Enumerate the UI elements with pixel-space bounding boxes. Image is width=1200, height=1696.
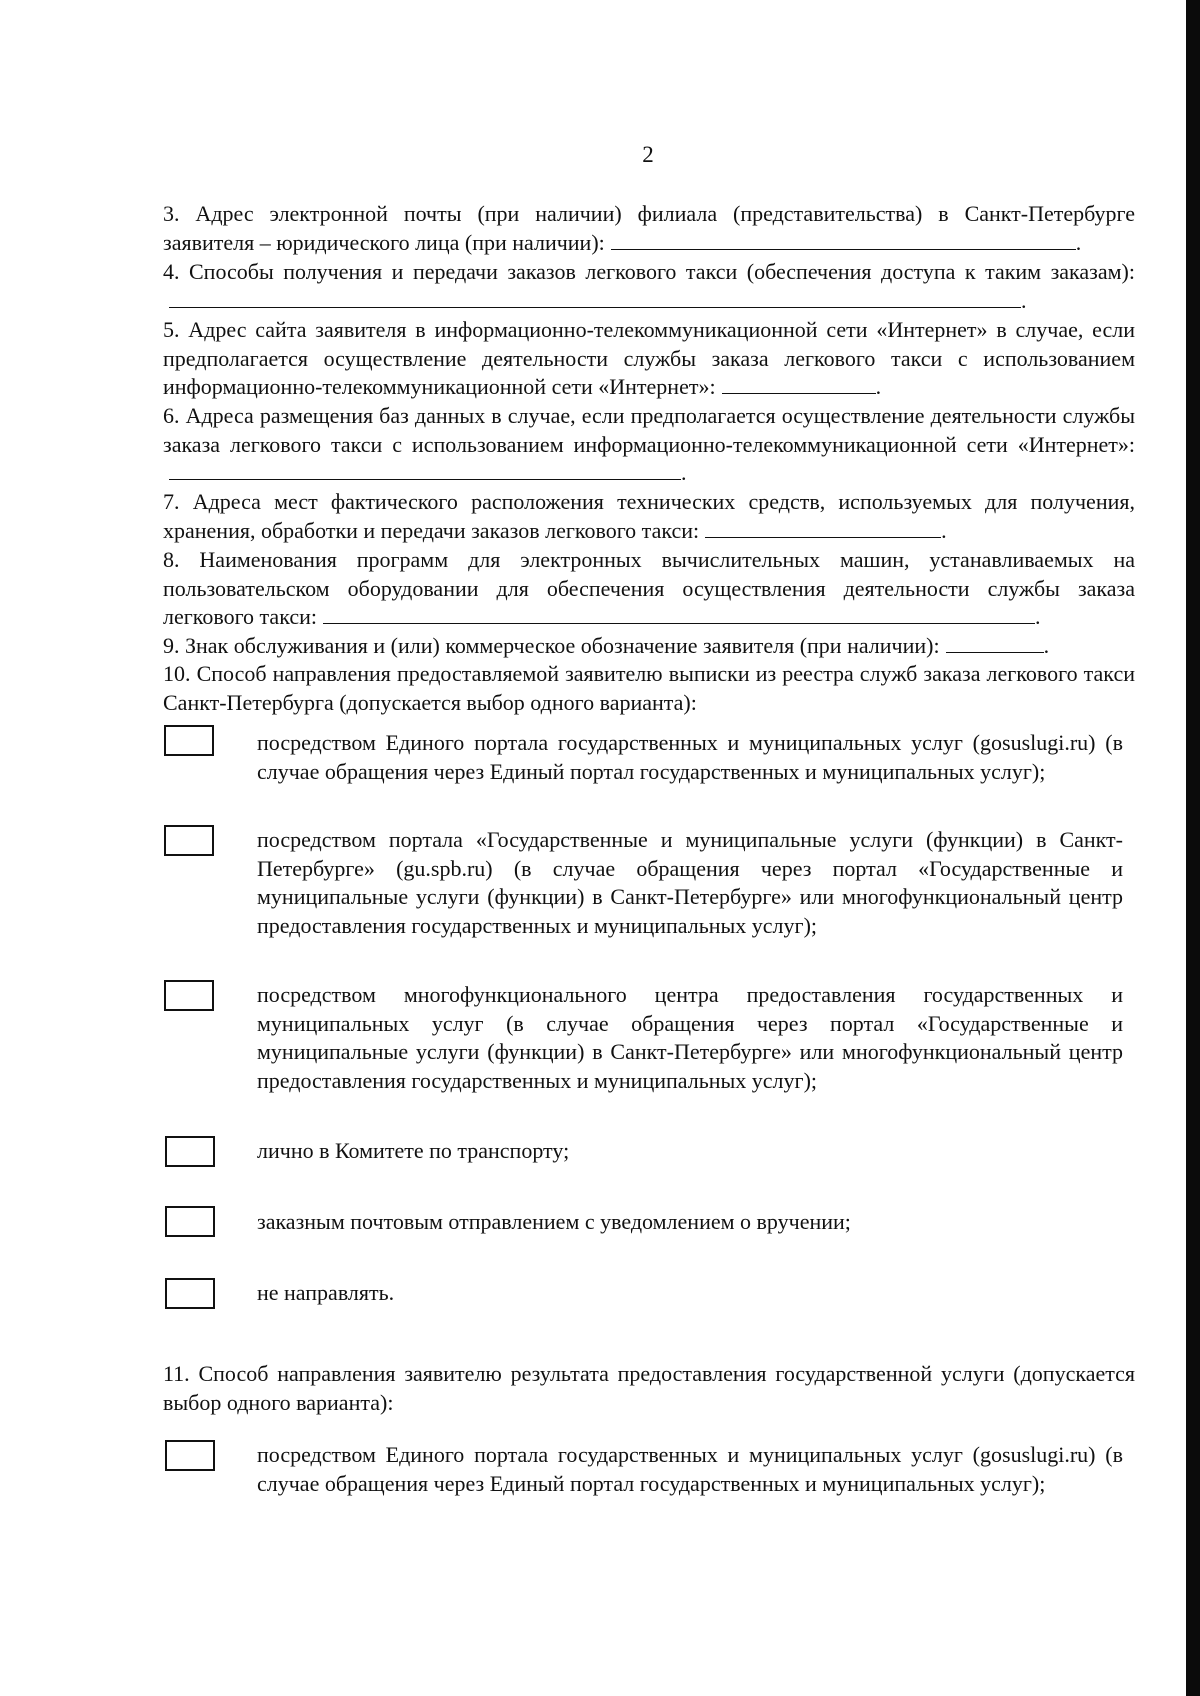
item-8-end: . xyxy=(1035,604,1041,629)
item-4-blank[interactable] xyxy=(169,287,1021,308)
item-3-text: 3. Адрес электронной почты (при наличии) филиала (представительства) в Санкт-Петербурге заявителя – юридического лица (при наличии): xyxy=(163,201,1135,255)
form-item-4 xyxy=(163,258,1135,315)
item-6-blank[interactable] xyxy=(169,459,681,480)
item-8-text: 8. Наименования программ для электронных вычислительных машин, устанавливаемых на пользовательском оборудовании для обеспечения осуществления деятельности службы заказа легкового такси: xyxy=(163,547,1135,629)
form-item-8 xyxy=(163,546,1135,632)
scan-edge xyxy=(1186,0,1200,1696)
option-10-6-label: не направлять. xyxy=(257,1280,395,1305)
form-item-9 xyxy=(163,632,1135,661)
item-9-end: . xyxy=(1043,633,1050,658)
option-10-4-label: лично в Комитете по транспорту; xyxy=(257,1138,570,1163)
option-10-5-label: заказным почтовым отправлением с уведомлением о вручении; xyxy=(257,1209,851,1234)
item-11-text: 11. Способ направления заявителю результата предоставления государственной услуги (допускается выбор одного варианта): xyxy=(163,1361,1135,1415)
option-11-1-label: посредством Единого портала государственных и муниципальных услуг (gosuslugi.ru) (в случае обращения через Единый портал государственных и муниципальных услуг); xyxy=(257,1442,1123,1496)
form-item-7 xyxy=(163,488,1135,545)
item-7-end: . xyxy=(941,517,947,543)
form-item-10 xyxy=(163,660,1135,717)
option-10-2-label: посредством портала «Государственные и муниципальные услуги (функции) в Санкт-Петербурге» (gu.spb.ru) (в случае обращения через портал «Государственные и муниципальные услуги (функции) в Санкт-Петербурге» или многофункциональный центр предоставления государственных и муниципальных услуг); xyxy=(257,827,1123,938)
form-item-5 xyxy=(163,316,1135,402)
item-5-end: . xyxy=(875,374,882,399)
form-item-3 xyxy=(163,200,1135,257)
item-6-text: 6. Адреса размещения баз данных в случае, если предполагается осуществление деятельности службы заказа легкового такси с использованием информационно-телекоммуникационной сети «Интернет»: xyxy=(163,403,1135,457)
item-3-blank[interactable] xyxy=(611,229,1076,250)
option-10-6-checkbox[interactable] xyxy=(165,1278,215,1309)
item-6-end: . xyxy=(681,460,687,485)
item-7-blank[interactable] xyxy=(705,517,941,538)
option-10-3-checkbox[interactable] xyxy=(164,980,214,1011)
option-11-1-checkbox[interactable] xyxy=(165,1440,215,1471)
item-4-text: 4. Способы получения и передачи заказов легкового такси (обеспечения доступа к таким заказам): xyxy=(163,259,1135,284)
option-10-1-checkbox[interactable] xyxy=(164,725,214,756)
option-10-1-label: посредством Единого портала государственных и муниципальных услуг (gosuslugi.ru) (в случае обращения через Единый портал государственных и муниципальных услуг); xyxy=(257,730,1123,784)
item-9-blank[interactable] xyxy=(946,632,1044,653)
item-9-text: 9. Знак обслуживания и (или) коммерческое обозначение заявителя (при наличии): xyxy=(163,633,940,658)
option-10-3-label: посредством многофункционального центра предоставления государственных и муниципальных услуг (в случае обращения через портал «Государственные и муниципальные услуги (функции) в Санкт-Петербурге» или многофункциональный центр предоставления государственных и муниципальных услуг); xyxy=(257,982,1123,1093)
item-4-end: . xyxy=(1021,287,1027,313)
item-10-text: 10. Способ направления предоставляемой заявителю выписки из реестра служб заказа легкового такси Санкт-Петербурга (допускается выбор одного варианта): xyxy=(163,661,1135,715)
page-number: 2 xyxy=(642,142,654,167)
option-10-5-checkbox[interactable] xyxy=(165,1206,215,1237)
form-item-6 xyxy=(163,402,1135,488)
item-5-blank[interactable] xyxy=(722,373,876,394)
form-item-11 xyxy=(163,1360,1135,1417)
option-10-2-checkbox[interactable] xyxy=(164,825,214,856)
item-3-end: . xyxy=(1075,229,1082,255)
item-5-text: 5. Адрес сайта заявителя в информационно-телекоммуникационной сети «Интернет» в случае, если предполагается осуществление деятельности службы заказа легкового такси с использованием информационно-телекоммуникационной сети «Интернет»: xyxy=(163,317,1135,399)
item-7-text: 7. Адреса мест фактического расположения технических средств, используемых для получения, хранения, обработки и передачи заказов легкового такси: xyxy=(163,489,1135,543)
option-10-4-checkbox[interactable] xyxy=(165,1136,215,1167)
item-8-blank[interactable] xyxy=(323,603,1035,624)
